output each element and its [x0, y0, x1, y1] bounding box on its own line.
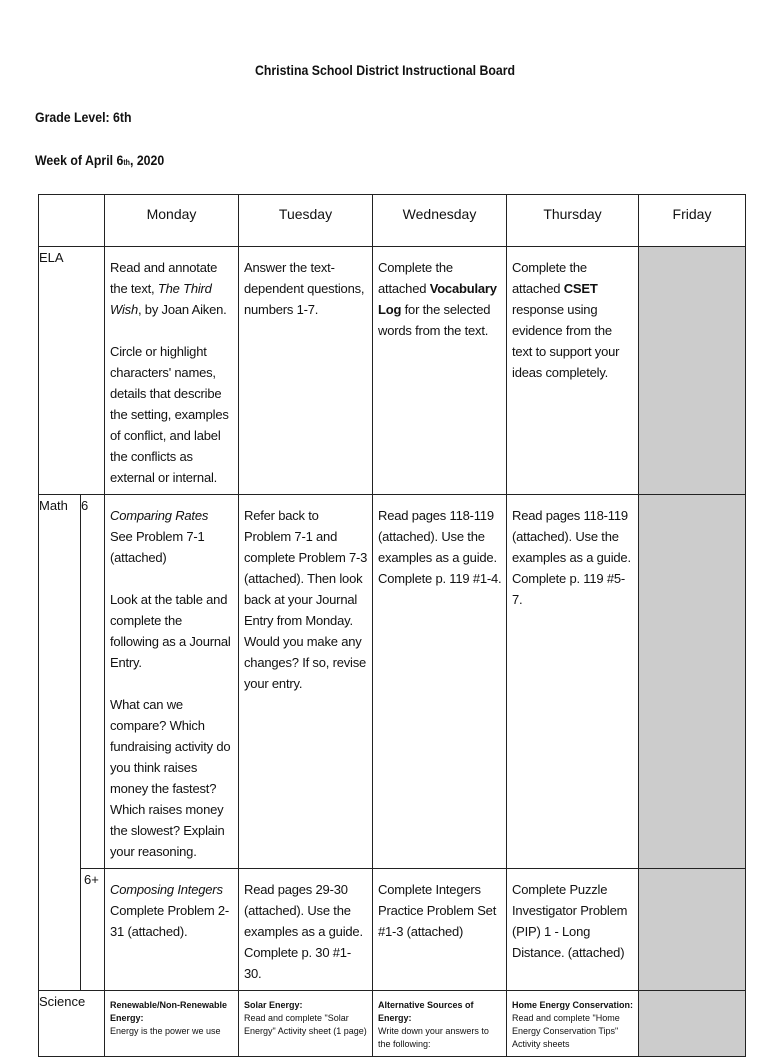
science-monday-text: Energy is the power we use [110, 1026, 221, 1036]
subject-math: Math [39, 495, 81, 991]
ela-row [39, 247, 746, 495]
math6plus-monday-p1: Complete Problem 2-31 (attached). [110, 903, 230, 939]
ela-wednesday-vocab-log: Vocabulary Log [378, 281, 497, 317]
header-thursday: Thursday [507, 195, 639, 247]
ela-thursday-text-a: Complete the attached [512, 260, 587, 296]
math6plus-tuesday [239, 869, 373, 991]
science-wednesday-title: Alternative Sources of Energy: [378, 1000, 474, 1023]
ela-thursday-cset: CSET [563, 281, 598, 296]
header-corner [39, 195, 105, 247]
math6-tuesday [239, 495, 373, 869]
math-level-6plus: 6+ [81, 869, 105, 991]
ela-wednesday-text-a: Complete the attached [378, 260, 453, 296]
ela-monday-text-a: Read and annotate the text, [110, 260, 218, 296]
math6plus-thursday [507, 869, 639, 991]
instructional-board-table [38, 194, 746, 1057]
ela-monday [105, 247, 239, 495]
math6-monday-title: Comparing Rates [110, 508, 209, 523]
ela-tuesday-text: Answer the text-dependent questions, numbers 1-7. [244, 260, 365, 317]
math6-monday [105, 495, 239, 869]
math-6plus-row [39, 869, 746, 991]
math6-monday-p2: Look at the table and complete the following as a Journal Entry. [110, 592, 231, 670]
math6plus-monday-title: Composing Integers [110, 882, 223, 897]
math6plus-wednesday [373, 869, 507, 991]
ela-monday-text-b: , by Joan Aiken. [137, 302, 227, 317]
math6plus-friday [639, 869, 746, 991]
document-title: Christina School District Instructional Board [254, 62, 516, 78]
ela-thursday-text-c: response using evidence from the text to support your ideas completely. [512, 302, 620, 380]
subject-science: Science [39, 991, 105, 1057]
math6-tuesday-text: Refer back to Problem 7-1 and complete Problem 7-3 (attached). Then look back at your Journal Entry from Monday. Would you make any changes? If so, revise your entry. [244, 508, 368, 691]
week-of [35, 152, 164, 168]
math6plus-tuesday-text: Read pages 29-30 (attached). Use the examples as a guide. Complete p. 30 #1-30. [244, 882, 363, 981]
math-level-6: 6 [81, 495, 105, 869]
ela-monday-p2: Circle or highlight characters' names, details that describe the setting, examples of conflict, and label the conflicts as external or internal. [110, 344, 229, 485]
science-tuesday-text: Read and complete "Solar Energy" Activity sheet (1 page) [244, 1013, 367, 1036]
science-tuesday-title: Solar Energy: [244, 1000, 303, 1010]
math6-thursday-text: Read pages 118-119 (attached). Use the examples as a guide. Complete p. 119 #5-7. [512, 508, 631, 607]
ela-monday-book-title: The Third Wish [110, 281, 212, 317]
math6plus-thursday-text: Complete Puzzle Investigator Problem (PIP) 1 - Long Distance. (attached) [512, 882, 628, 960]
math6plus-wednesday-text: Complete Integers Practice Problem Set #1-3 (attached) [378, 882, 497, 939]
math6-friday [639, 495, 746, 869]
science-wednesday-text: Write down your answers to the following: [378, 1026, 489, 1049]
math6plus-monday [105, 869, 239, 991]
header-friday: Friday [639, 195, 746, 247]
header-wednesday: Wednesday [373, 195, 507, 247]
ela-tuesday [239, 247, 373, 495]
ela-monday-p1 [110, 257, 234, 320]
ela-wednesday [373, 247, 507, 495]
header-tuesday: Tuesday [239, 195, 373, 247]
math6-thursday [507, 495, 639, 869]
math6-monday-p1: See Problem 7-1 (attached) [110, 529, 205, 565]
science-monday-title: Renewable/Non-Renewable Energy: [110, 1000, 228, 1023]
ela-friday [639, 247, 746, 495]
week-suffix-ordinal: th [123, 158, 130, 167]
grade-level: Grade Level: 6th [35, 109, 132, 125]
header-monday: Monday [105, 195, 239, 247]
ela-thursday [507, 247, 639, 495]
science-thursday-text: Read and complete "Home Energy Conservation Tips" Activity sheets [512, 1013, 620, 1049]
header-row [39, 195, 746, 247]
math6-wednesday [373, 495, 507, 869]
week-prefix: Week of April 6 [35, 152, 124, 168]
subject-ela: ELA [39, 247, 105, 495]
math6-monday-p3: What can we compare? Which fundraising activity do you think raises money the fastest? Which raises money the slowest? Explain your reasoning. [110, 697, 231, 859]
math-6-row [39, 495, 746, 869]
week-year: , 2020 [129, 152, 165, 168]
science-thursday-title: Home Energy Conservation: [512, 1000, 634, 1010]
ela-wednesday-text-c: for the selected words from the text. [378, 302, 491, 338]
math6-wednesday-text: Read pages 118-119 (attached). Use the examples as a guide. Complete p. 119 #1-4. [378, 508, 502, 586]
